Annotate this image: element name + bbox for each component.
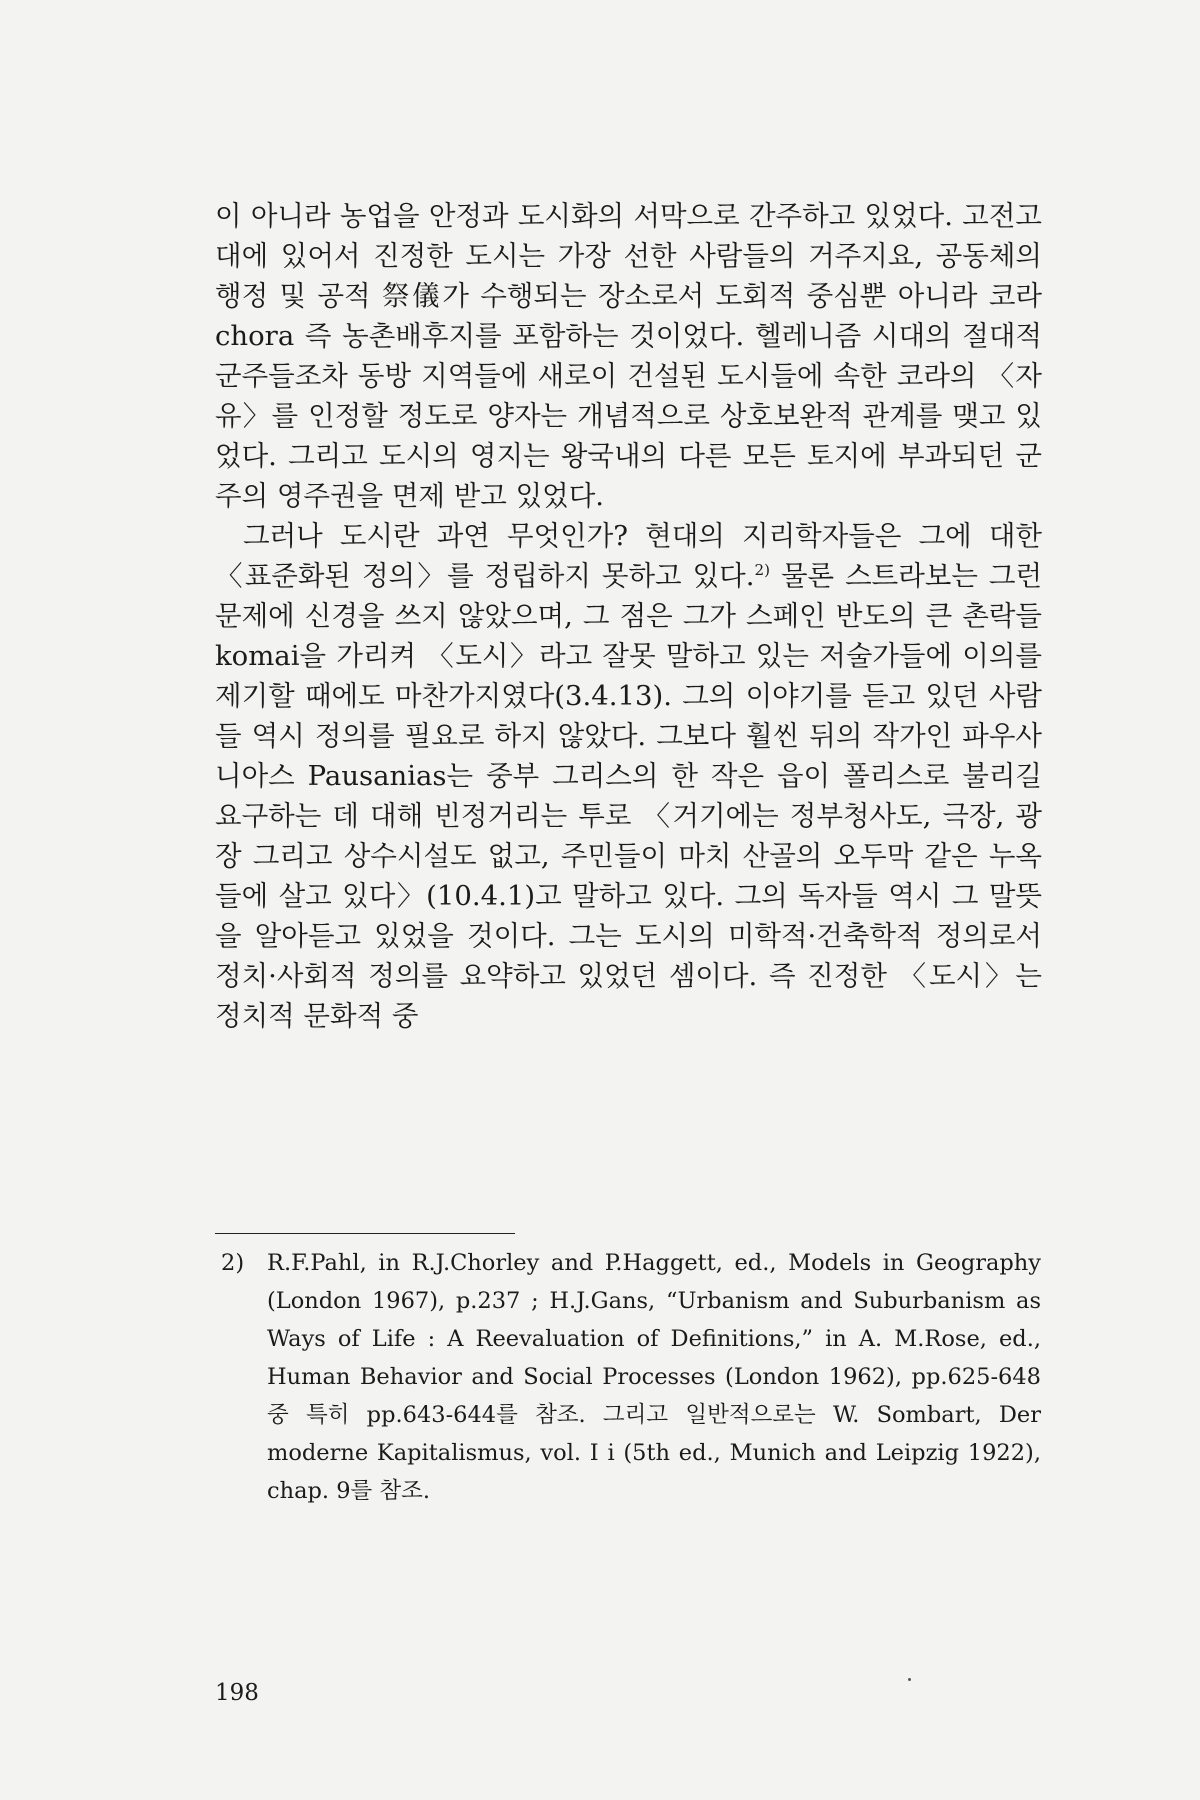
page-number: 198 <box>215 1680 259 1706</box>
paragraph-2 <box>215 516 1042 1036</box>
footnote-number: 2) <box>221 1250 245 1276</box>
footnote-text: R.F.Pahl, in R.J.Chorley and P.Haggett, ed., Models in Geography (London 1967), p.237 ; H.J.Gans, “Urbanism and Suburbanism as Ways of Life : A Reevaluation of Definitions,” in A. M.Rose, ed., Human Behavior and Social Processes (London 1962), pp.625-648 중 특히 pp.643-644를 참조. 그리고 일반적으로는 W. Sombart, Der moderne Kapitalismus, vol. I i (5th ed., Munich and Leipzig 1922), chap. 9를 참조. <box>267 1250 1041 1504</box>
paragraph-1: 이 아니라 농업을 안정과 도시화의 서막으로 간주하고 있었다. 고전고대에 있어서 진정한 도시는 가장 선한 사람들의 거주지요, 공동체의 행정 및 공적 祭儀가 수행되는 장소로서 도회적 중심뿐 아니라 코라 chora 즉 농촌배후지를 포함하는 것이었다. 헬레니즘 시대의 절대적 군주들조차 동방 지역들에 새로이 건설된 도시들에 속한 코라의 〈자유〉를 인정할 정도로 양자는 개념적으로 상호보완적 관계를 맺고 있었다. 그리고 도시의 영지는 왕국내의 다른 모든 토지에 부과되던 군주의 영주권을 면제 받고 있었다. <box>215 200 1042 512</box>
main-text <box>215 196 1042 1036</box>
footnote-reference[interactable]: 2) <box>754 560 770 579</box>
footnote-divider <box>215 1233 515 1234</box>
paragraph-2-start: 그러나 도시란 과연 무엇인가? 현대의 지리학자들은 그에 대한 〈표준화된 정의〉를 정립하지 못하고 있다. <box>215 520 1042 592</box>
speck-mark <box>908 1678 911 1681</box>
paragraph-2-rest: 물론 스트라보는 그런 문제에 신경을 쓰지 않았으며, 그 점은 그가 스페인 반도의 큰 촌락들 komai을 가리켜 〈도시〉라고 잘못 말하고 있는 저술가들에 이의를 제기할 때에도 마찬가지였다(3.4.13). 그의 이야기를 듣고 있던 사람들 역시 정의를 필요로 하지 않았다. 그보다 훨씬 뒤의 작가인 파우사니아스 Pausanias는 중부 그리스의 한 작은 읍이 폴리스로 불리길 요구하는 데 대해 빈정거리는 투로 〈거기에는 정부청사도, 극장, 광장 그리고 상수시설도 없고, 주민들이 마치 산골의 오두막 같은 누옥들에 살고 있다〉(10.4.1)고 말하고 있다. 그의 독자들 역시 그 말뜻을 알아듣고 있었을 것이다. 그는 도시의 미학적·건축학적 정의로서 정치·사회적 정의를 요약하고 있었던 셈이다. 즉 진정한 〈도시〉는 정치적 문화적 중 <box>215 560 1043 1032</box>
footnote <box>221 1244 1041 1510</box>
